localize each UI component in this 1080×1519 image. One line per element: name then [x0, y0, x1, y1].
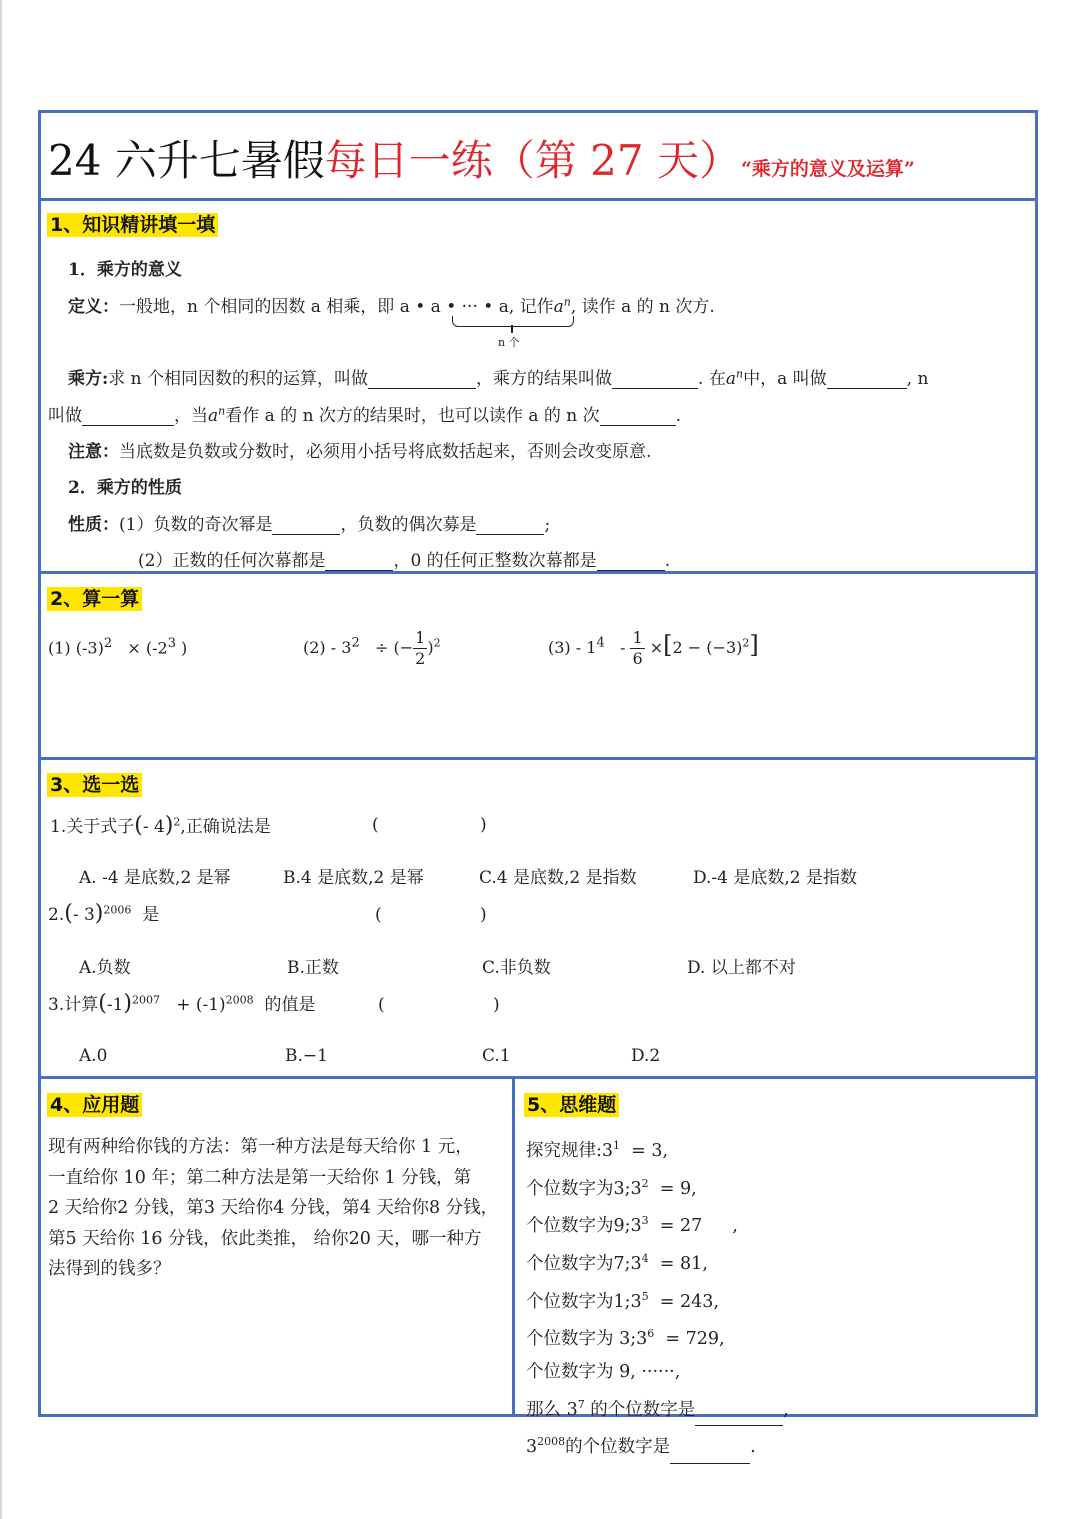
power-text: 中，a 叫做 [743, 369, 827, 389]
property-text: ，0 的任何正整数次幕都是 [393, 551, 597, 571]
brace-tick [511, 325, 513, 333]
answer-paren: ) [480, 905, 487, 925]
column-divider [512, 1076, 515, 1417]
brace-shape [452, 316, 574, 327]
power-text: ，乘方的结果叫做 [476, 369, 613, 389]
pattern-line: 个位数字为$1;3^5 = 243$, [526, 1289, 720, 1312]
definition-tail: , 记作 [508, 297, 554, 317]
word-problem-line: 第5 天给你 16 分钱，依此类推， 给你20 天，哪一种方 [48, 1228, 482, 1249]
property-text: ，负数的偶次募是 [340, 515, 477, 535]
question-text: 是 [142, 905, 160, 925]
question-text: 的值是 [264, 995, 316, 1015]
note-text: 当底数是负数或分数时，必须用小括号将底数括起来，否则会改变原意. [119, 442, 652, 462]
power-line-1: 乘方:求 n 个相同因数的积的运算，叫做 ，乘方的结果叫做 . 在$a^n$中，a 叫做 , n [68, 367, 929, 389]
divider [38, 1076, 1038, 1079]
definition-text: 一般地，n 个相同的因数 a 相乘，即 [119, 297, 395, 317]
property-line-2: (2）正数的任何次幕都是 ，0 的任何正整数次幕都是 . [138, 551, 671, 571]
pattern-line: 个位数字为$3;3^2 = 9$, [526, 1176, 697, 1199]
question-1: 1.关于式子(- 4)$^2$,正确说法是 [50, 813, 271, 838]
pattern-line: 个位数字为$9;3^3 = 27$ , [526, 1214, 738, 1237]
option[interactable]: B.正数 [287, 958, 339, 978]
option[interactable]: C.4 是底数,2 是指数 [479, 868, 637, 888]
page-title [48, 128, 915, 188]
subheading-meaning: 1．乘方的意义 [68, 260, 182, 280]
blank-positive-power[interactable] [325, 552, 393, 571]
problem-label: (3) [548, 638, 571, 657]
pattern-line: 探究规律$:3^1 = 3$, [526, 1139, 669, 1161]
power-text: 叫做 [48, 406, 82, 426]
power-text: . 在 [698, 369, 726, 389]
option[interactable]: C.非负数 [482, 958, 551, 978]
page-edge [0, 0, 2, 1519]
option[interactable]: C.1 [482, 1046, 511, 1066]
blank-operation[interactable] [368, 370, 476, 389]
option[interactable]: A.0 [79, 1046, 108, 1066]
subheading-properties: 2．乘方的性质 [68, 478, 182, 498]
title-topic: “乘方的意义及运算” [740, 158, 915, 180]
word-problem-line: 现有两种给你钱的方法：第一种方法是每天给你 1 元， [48, 1137, 473, 1157]
word-problem-line: 2 天给你2 分钱，第3 天给你4 分钱，第4 天给你8 分钱， [48, 1198, 499, 1218]
note-line [68, 437, 651, 462]
property-text: (1）负数的奇次幂是 [119, 515, 273, 535]
question-text: 1.关于式子 [50, 817, 135, 837]
power-text: 求 n 个相同因数的积的运算，叫做 [108, 369, 369, 389]
title-black: 24 六升七暑假 [48, 136, 325, 185]
blank-base[interactable] [827, 370, 907, 389]
property-text: (2）正数的任何次幕都是 [138, 551, 326, 571]
section3-heading: 3、选一选 [47, 773, 142, 797]
blank-zero-power[interactable] [597, 552, 665, 571]
pattern-block [526, 1130, 789, 1464]
power-text: 看作 a 的 n 次方的结果时，也可以读作 a 的 n 次 [225, 406, 600, 426]
section1-heading: 1、知识精讲填一填 [47, 213, 218, 237]
blank-odd-power[interactable] [272, 516, 340, 535]
option[interactable]: A. -4 是底数,2 是幂 [79, 868, 231, 888]
option[interactable]: D.2 [631, 1046, 661, 1066]
title-red: 每日一练（第 27 天） [324, 136, 741, 185]
problem-3: $(3) - 1^4$ - $\frac{1}{6}$ $\times[2 - (-3)^2]$ [548, 628, 759, 668]
definition-label: 定义： [68, 297, 119, 317]
blank-exponent[interactable] [82, 407, 174, 426]
power-text: , n [906, 369, 929, 389]
answer-paren: ( [372, 815, 379, 835]
blank-3-pow-2008[interactable] [670, 1445, 750, 1464]
pattern-line: 个位数字为 $3;3^6 = 729$, [526, 1327, 725, 1349]
question-text: 2. [48, 905, 65, 925]
power-text: ，当 [174, 406, 208, 426]
problem-label: (1) [48, 638, 71, 658]
brace-label: n 个 [498, 336, 520, 349]
blank-3-pow-7[interactable] [695, 1407, 783, 1426]
question-text: 3.计算 [48, 995, 99, 1015]
pattern-question-1: 那么 $3^7$ 的个位数字是 , [526, 1389, 789, 1427]
blank-read-as[interactable] [600, 407, 676, 426]
answer-paren: ) [493, 995, 500, 1015]
blank-result[interactable] [612, 370, 698, 389]
pattern-line: 个位数字为$7;3^4 = 81$, [526, 1251, 708, 1274]
question-2: 2.(- 3)$^{2006}$ 是 [48, 901, 160, 926]
blank-even-power[interactable] [476, 516, 544, 535]
definition-line: 定义：一般地，n 个相同的因数 a 相乘，即 a • a • ··· • a, 记作$a^n$, 读作 a 的 n 次方. [68, 295, 715, 317]
pattern-question-2: $3^{2008}$的个位数字是 . [526, 1426, 789, 1464]
word-problem-line: 法得到的钱多？ [48, 1259, 171, 1279]
answer-paren: ) [480, 815, 487, 835]
answer-paren: ( [375, 905, 382, 925]
divider [38, 198, 1038, 201]
section2-heading: 2、算一算 [47, 587, 142, 611]
definition-product: a • a • ··· • a [399, 297, 509, 317]
problem-1: (1) $(-3)^2 \times (-2^3$ ) [48, 636, 188, 658]
option[interactable]: D.-4 是底数,2 是指数 [693, 868, 858, 888]
pattern-intro: 探究规律: [526, 1140, 602, 1161]
option[interactable]: D. 以上都不对 [687, 958, 796, 978]
word-problem [48, 1132, 498, 1285]
pattern-line: 个位数字为 9, ······, [526, 1361, 681, 1382]
divider [38, 571, 1038, 574]
section4-heading: 4、应用题 [47, 1093, 142, 1117]
property-label: 性质： [68, 515, 119, 535]
question-3: 3.计算$(-1)^{2007} + (-1)^{2008}$ 的值是 [48, 991, 316, 1016]
problem-2: $(2) - 3^2$ ÷ (− $\frac{1}{2}$ )$^2$ [303, 628, 441, 668]
note-label: 注意： [68, 442, 119, 462]
question-text: ,正确说法是 [180, 817, 271, 837]
power-line-2: 叫做 ，当$a^n$看作 a 的 n 次方的结果时，也可以读作 a 的 n 次 . [48, 404, 682, 426]
divider [38, 757, 1038, 760]
word-problem-line: 一直给你 10 年；第二种方法是第一天给你 1 分钱，第 [48, 1167, 472, 1188]
option[interactable]: B.−1 [285, 1046, 328, 1066]
option[interactable]: B.4 是底数,2 是幂 [283, 868, 424, 888]
option[interactable]: A.负数 [79, 958, 131, 978]
property-line-1: 性质：(1）负数的奇次幂是 ，负数的偶次募是 ; [68, 515, 551, 535]
problem-label: (2) [303, 638, 326, 657]
section5-heading: 5、思维题 [524, 1093, 619, 1117]
definition-tail2: , 读作 a 的 n 次方. [570, 297, 715, 317]
answer-paren: ( [378, 995, 385, 1015]
power-label: 乘方: [68, 369, 109, 389]
